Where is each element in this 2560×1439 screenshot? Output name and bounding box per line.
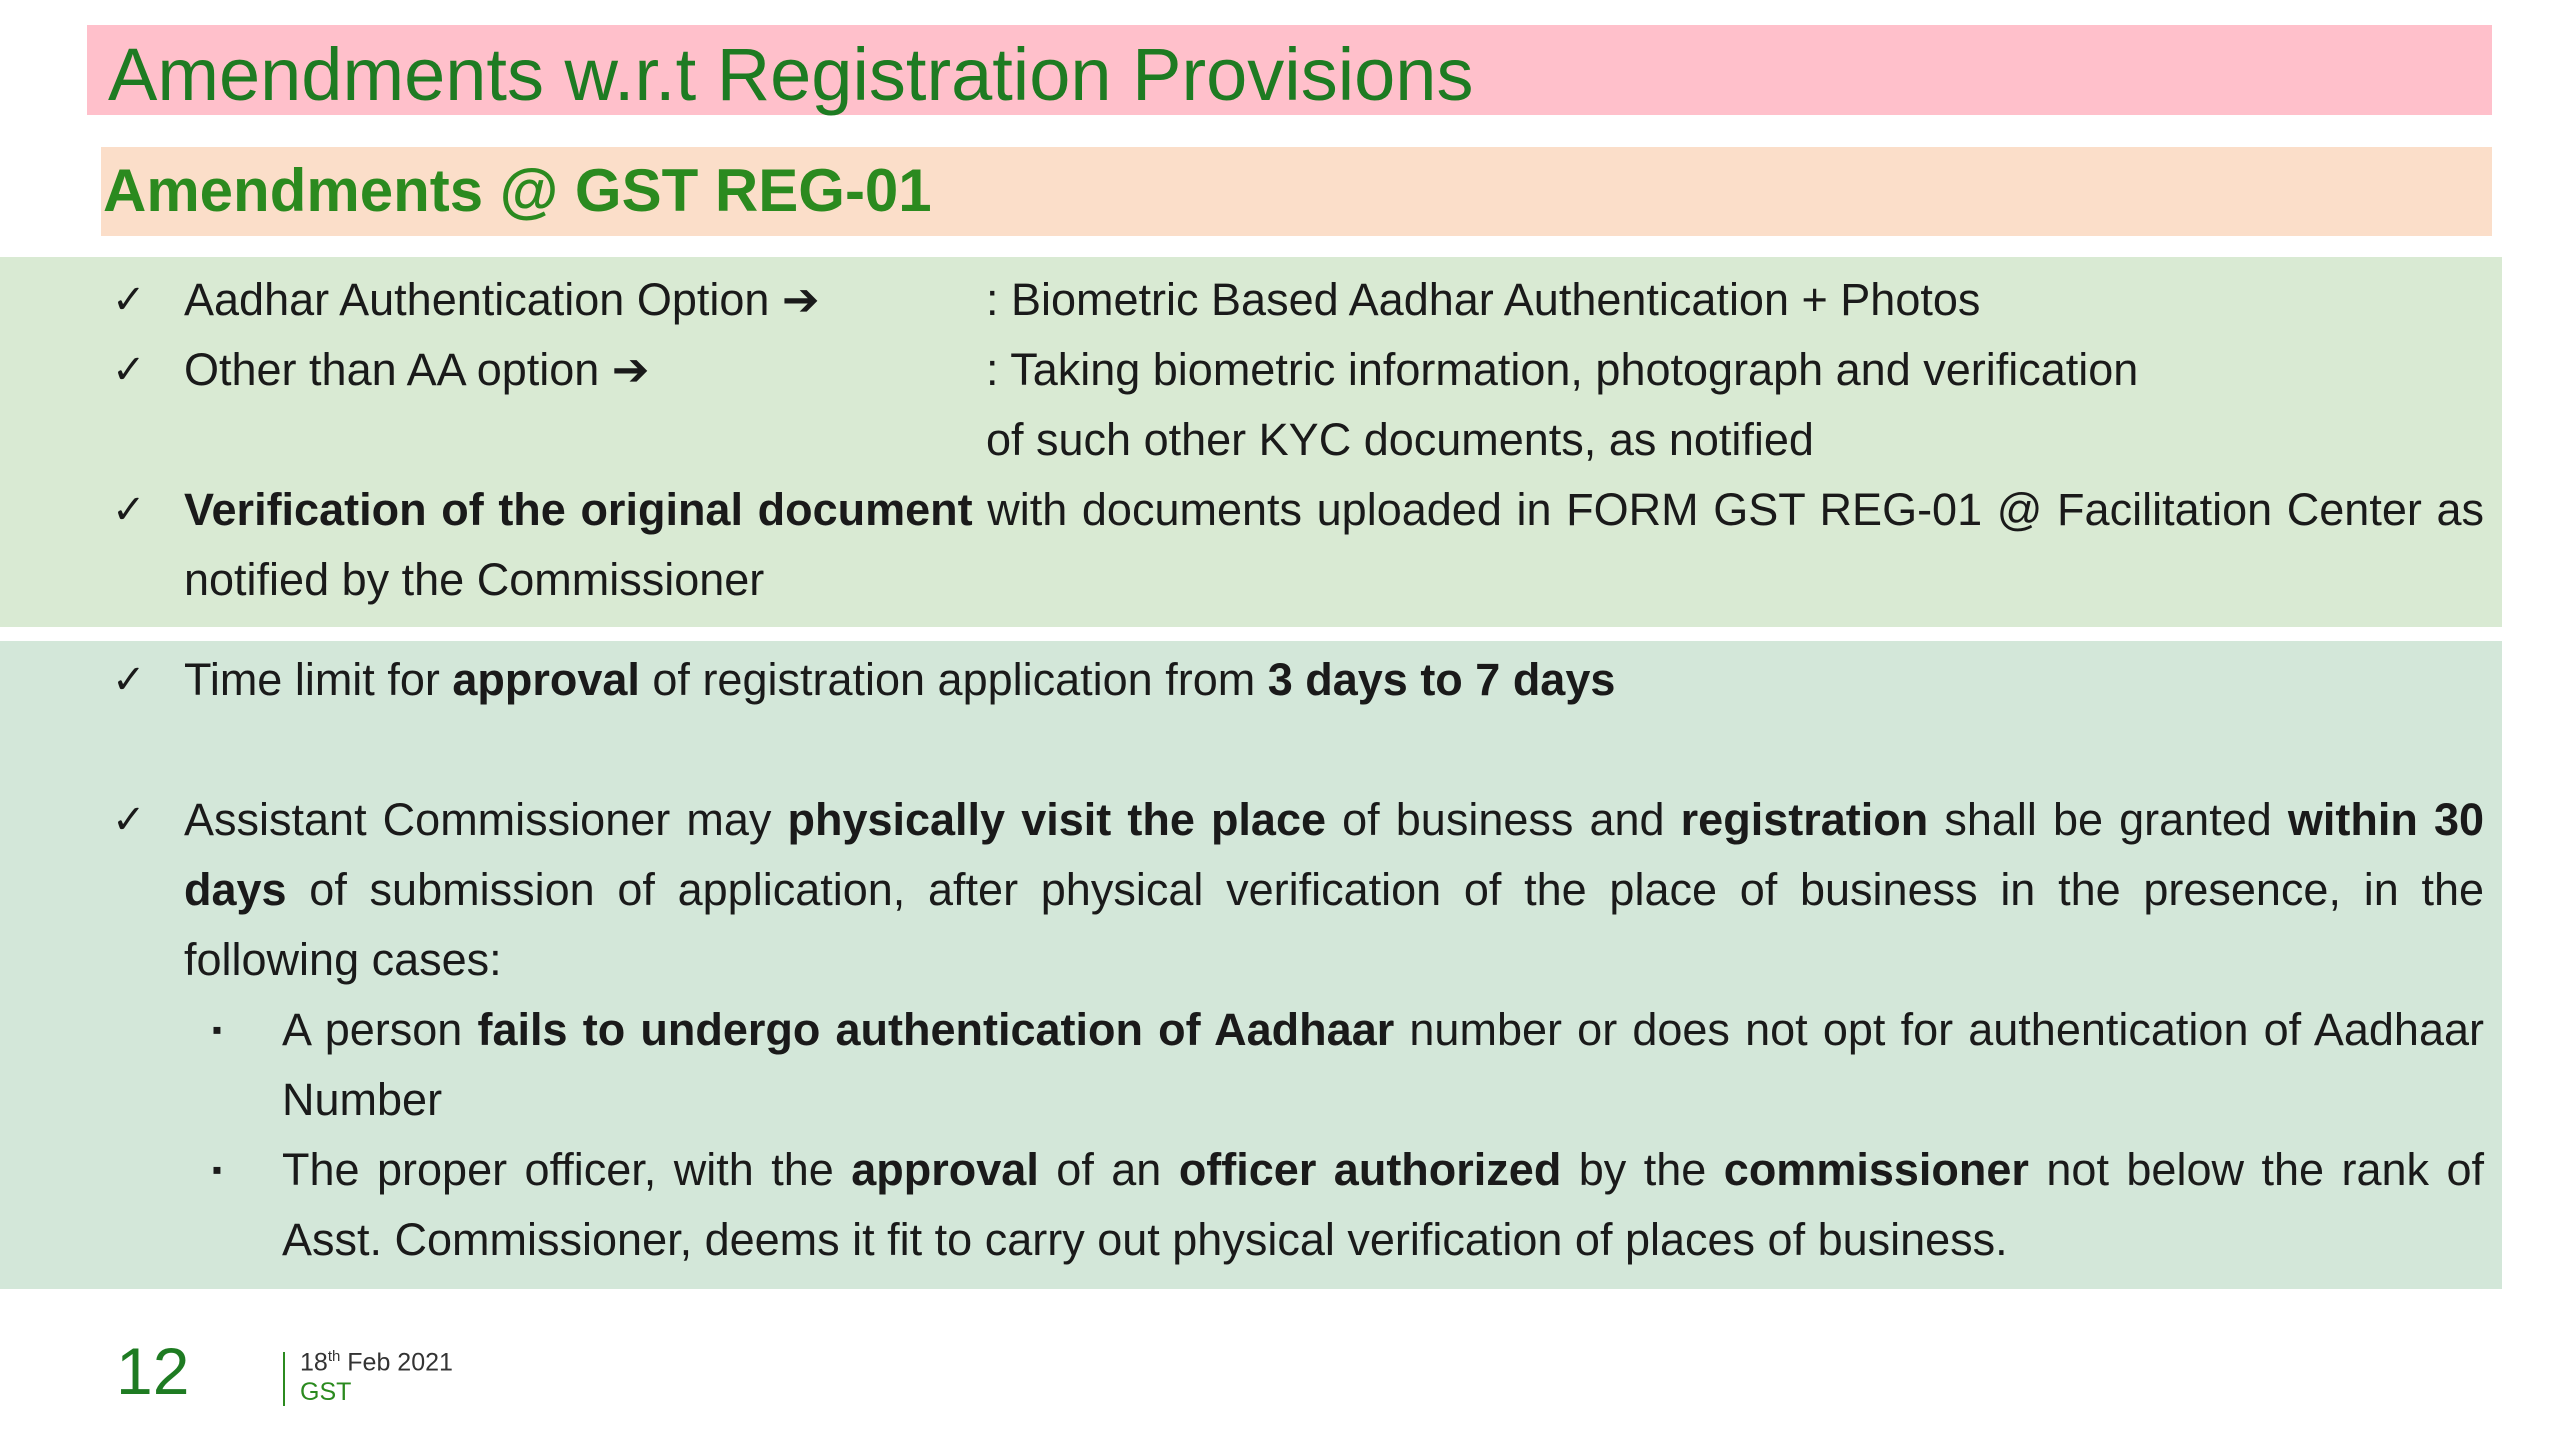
square-bullet-icon: ▪ xyxy=(212,1014,222,1045)
check-icon: ✓ xyxy=(112,798,146,842)
registration-options-panel xyxy=(0,257,2502,627)
case1-text-post: number or does not opt for authentication of Aadhaar Number xyxy=(282,1004,2484,1125)
other-option-value-line1: : Taking biometric information, photograph and verification xyxy=(986,344,2139,395)
time-limit-text-mid: of registration application from xyxy=(639,654,1268,705)
case2-commissioner: commissioner xyxy=(1723,1144,2029,1195)
footer-date-suffix: th xyxy=(327,1348,341,1365)
approval-panel xyxy=(0,641,2502,1289)
ac-physically-visit: physically visit the place xyxy=(787,794,1327,845)
ac-text-post: of submission of application, after physical verification of the place of business in the presence, in the following cases: xyxy=(184,864,2484,985)
ac-text-mid2: shall be granted xyxy=(1928,794,2288,845)
time-limit-days: 3 days to 7 days xyxy=(1267,654,1616,705)
time-limit-paragraph xyxy=(184,645,2484,715)
case1-bold: fails to undergo authentication of Aadhaar xyxy=(477,1004,1395,1055)
aadhar-option-value: : Biometric Based Aadhar Authentication + Photos xyxy=(986,274,1981,325)
case2-approval: approval xyxy=(851,1144,1039,1195)
assistant-commissioner-paragraph xyxy=(184,785,2484,995)
check-icon: ✓ xyxy=(112,278,146,322)
verification-text: with documents uploaded in FORM GST REG-01 @ Facilitation Center as notified by the Commissioner xyxy=(184,484,2485,605)
other-option-value-line2: of such other KYC documents, as notified xyxy=(986,414,1814,465)
case2-officer-authorized: officer authorized xyxy=(1178,1144,1562,1195)
ac-within-30-days: within 30 days xyxy=(184,794,2485,915)
ac-registration: registration xyxy=(1680,794,1929,845)
other-option-label: Other than AA option ➔ xyxy=(184,344,650,395)
case2-text-mid1: of an xyxy=(1038,1144,1179,1195)
time-limit-text-pre: Time limit for xyxy=(184,654,453,705)
page-number: 12 xyxy=(116,1334,190,1408)
footer-date xyxy=(300,1349,453,1375)
check-icon: ✓ xyxy=(112,348,146,392)
case2-text-pre: The proper officer, with the xyxy=(282,1144,852,1195)
slide-title: Amendments w.r.t Registration Provisions xyxy=(108,33,1474,116)
verification-paragraph xyxy=(184,475,2484,615)
case2-text-mid2: by the xyxy=(1561,1144,1724,1195)
check-icon: ✓ xyxy=(112,658,146,702)
ac-text-mid1: of business and xyxy=(1326,794,1681,845)
square-bullet-icon: ▪ xyxy=(212,1154,222,1185)
time-limit-approval: approval xyxy=(452,654,640,705)
check-icon: ✓ xyxy=(112,488,146,532)
case-proper-officer-paragraph xyxy=(282,1135,2484,1275)
ac-text-pre: Assistant Commissioner may xyxy=(184,794,788,845)
verification-bold: Verification of the original document xyxy=(184,484,973,535)
aadhar-option-label: Aadhar Authentication Option ➔ xyxy=(184,274,820,325)
title-bar xyxy=(87,25,2492,115)
footer-divider xyxy=(283,1352,285,1406)
slide-subtitle: Amendments @ GST REG-01 xyxy=(103,157,932,224)
footer-tag: GST xyxy=(300,1378,352,1406)
case1-text-pre: A person xyxy=(282,1004,478,1055)
footer-date-day: 18 xyxy=(300,1348,328,1377)
footer-date-rest: Feb 2021 xyxy=(340,1348,453,1377)
subtitle-bar xyxy=(101,147,2492,236)
case-aadhaar-paragraph xyxy=(282,995,2484,1135)
case2-text-post: not below the rank of Asst. Commissioner, deems it fit to carry out physical verification of places of business. xyxy=(282,1144,2484,1265)
